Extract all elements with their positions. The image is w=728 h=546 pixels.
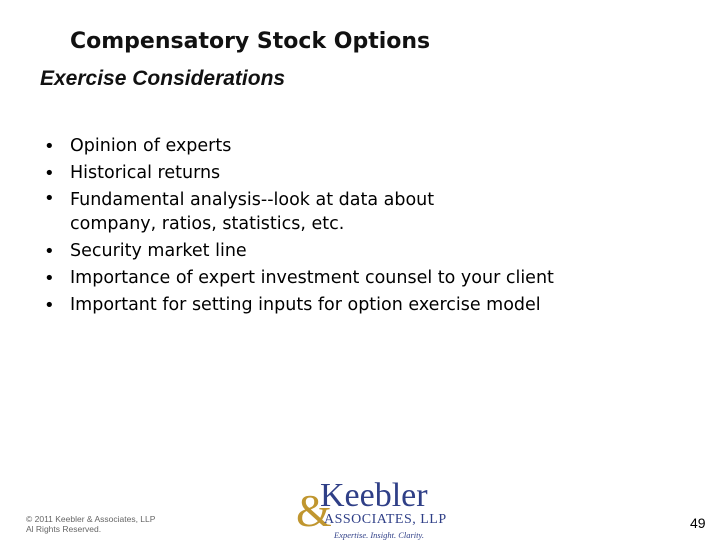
bullet-list	[44, 133, 684, 319]
slide-title: Compensatory Stock Options	[70, 29, 431, 54]
bullet-text: Importance of expert investment counsel to your client	[70, 268, 554, 288]
rights-line: Al Rights Reserved.	[26, 524, 102, 534]
bullet-text: Security market line	[70, 241, 247, 261]
logo-subname: ASSOCIATES, LLP	[324, 512, 447, 527]
bullet-text: Fundamental analysis--look at data about	[70, 190, 435, 210]
logo-name: Keebler	[320, 477, 428, 514]
bullet-item	[44, 160, 684, 187]
company-logo	[296, 477, 447, 542]
page-number: 49	[690, 515, 706, 531]
bullet-item	[44, 265, 684, 292]
bullet-text: Historical returns	[70, 163, 221, 183]
bullet-item	[44, 238, 684, 265]
copyright-line: © 2011 Keebler & Associates, LLP	[26, 514, 156, 524]
bullet-item	[44, 187, 684, 238]
logo-tagline: Expertise. Insight. Clarity.	[334, 530, 424, 540]
bullet-item	[44, 292, 684, 319]
slide-subtitle: Exercise Considerations	[40, 67, 286, 90]
bullet-text: Important for setting inputs for option exercise model	[70, 295, 541, 315]
logo-ampersand: &	[296, 485, 332, 536]
bullet-continuation: company, ratios, statistics, etc.	[70, 214, 345, 234]
bullet-text: Opinion of experts	[70, 136, 232, 156]
bullet-item	[44, 133, 684, 160]
footer-copyright	[26, 514, 155, 534]
